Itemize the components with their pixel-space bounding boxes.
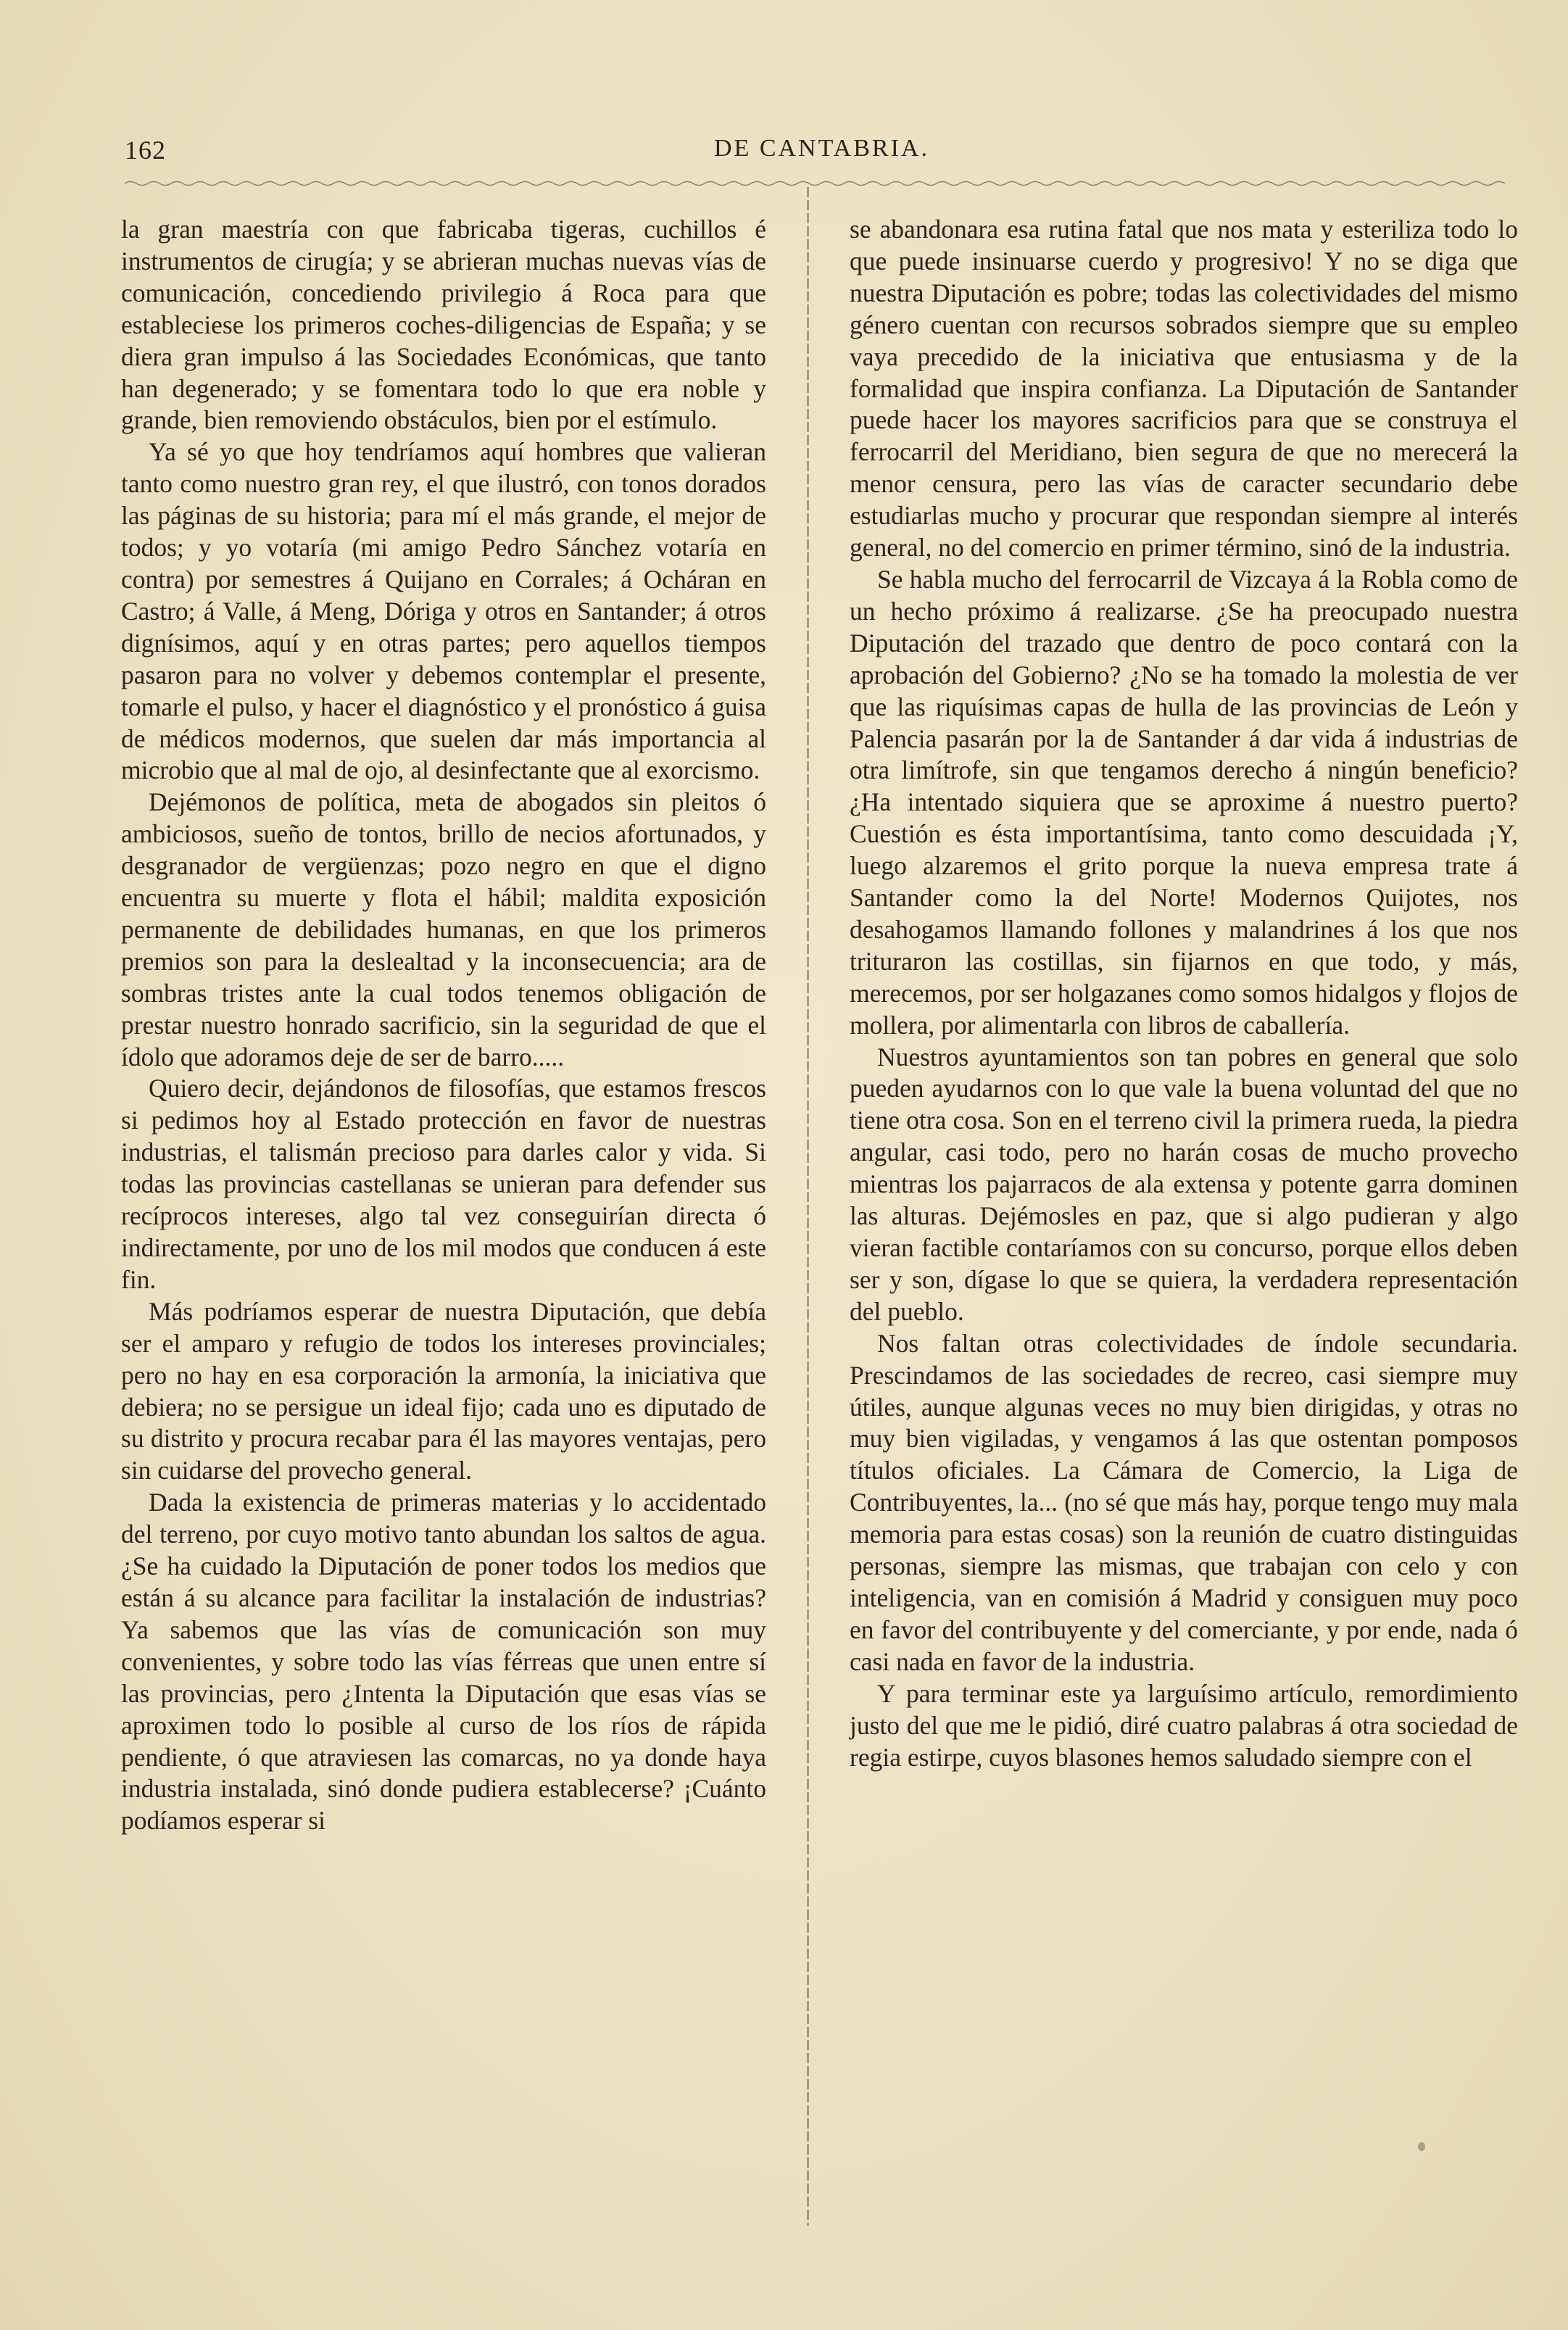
paper-speck — [1418, 2142, 1425, 2151]
running-title: DE CANTABRIA. — [714, 135, 929, 162]
paragraph: la gran maestría con que fabricaba tigeras, cuchillos é instrumentos de cirugía; y se abrieran muchas nuevas vías de comunicación, concediendo privilegio á Roca para que estableciese los primeros coches-diligencias de España; y se diera gran impulso á las Sociedades Económicas, que tanto han degenerado; y se fomentara todo lo que era noble y grande, bien removiendo obstáculos, bien por el estímulo. — [121, 215, 766, 435]
paragraph: Más podríamos esperar de nuestra Diputación, que debía ser el amparo y refugio de todos los intereses provinciales; pero no hay en esa corporación la armonía, la iniciativa que debiera; no se persigue un ideal fijo; cada uno es diputado de su distrito y procura recabar para él las mayores ventajas, pero sin cuidarse del provecho general. — [121, 1296, 766, 1485]
paragraph: Dejémonos de política, meta de abogados sin pleitos ó ambiciosos, sueño de tontos, brillo de necios afortunados, y desgranador de vergüenzas; pozo negro en que el digno encuentra su muerte y flota el hábil; maldita exposición permanente de debilidades humanas, en que los primeros premios son para la deslealtad y la inconsecuencia; ara de sombras tristes ante la cual todos tenemos obligación de prestar nuestro honrado sacrificio, sin la seguridad de que el ídolo que adoramos deje de ser de barro..... — [121, 787, 766, 1071]
paragraph: Se habla mucho del ferrocarril de Vizcaya á la Robla como de un hecho próximo á realizarse. ¿Se ha preocupado nuestra Diputación del trazado que dentro de poco contará con la aprobación del Gobierno? ¿No se ha tomado la molestia de ver que las riquísimas capas de hulla de las provincias de León y Palencia pasarán por la de Santander á dar vida á industrias de otra limítrofe, sin que tengamos derecho á ningún beneficio? ¿Ha intentado siquiera que se aproxime á nuestro puerto? Cuestión es ésta importantísima, tanto como descuidada ¡Y, luego alzaremos el grito porque la nueva empresa trate á Santander como la del Norte! Modernos Quijotes, nos desahogamos llamando follones y malandrines á los que nos trituraron las costillas, sin fijarnos en que todo, y más, merecemos, por ser holgazanes como somos hidalgos y flojos de mollera, por alimentarla con libros de caballería. — [850, 564, 1518, 1040]
paragraph: Nos faltan otras colectividades de índole secundaria. Prescindamos de las sociedades de recreo, casi siempre muy útiles, aunque algunas veces no muy bien dirigidas, y otras no muy bien vigiladas, y vengamos á las que ostentan pomposos títulos oficiales. La Cámara de Comercio, la Liga de Contribuyentes, la... (no sé que más hay, porque tengo muy mala memoria para estas cosas) son la reunión de cuatro distinguidas personas, siempre las mismas, que trabajan con celo y con inteligencia, van en comisión á Madrid y consiguen muy poco en favor del contribuyente y del comerciante, y por ende, nada ó casi nada en favor de la industria. — [850, 1328, 1518, 1676]
paragraph: Y para terminar este ya larguísimo artículo, remordimiento justo del que me le pidió, diré cuatro palabras á otra sociedad de regia estirpe, cuyos blasones hemos saludado siempre con el — [850, 1678, 1518, 1772]
page-number: 162 — [125, 136, 166, 165]
right-column — [850, 214, 1518, 1773]
paragraph: Nuestros ayuntamientos son tan pobres en general que solo pueden ayudarnos con lo que vale la buena voluntad del que no tiene otra cosa. Son en el terreno civil la primera rueda, la piedra angular, casi todo, pero no harán cosas de mucho provecho mientras los pajarracos de ala extensa y potente garra dominen las alturas. Dejémosles en paz, que si algo pudieran y algo vieran factible contaríamos con su concurso, porque ellos deben ser y son, dígase lo que se quiera, la verdadera representación del pueblo. — [850, 1042, 1518, 1326]
column-divider — [807, 187, 809, 2226]
paragraph: Quiero decir, dejándonos de filosofías, que estamos frescos si pedimos hoy al Estado protección en favor de nuestras industrias, el talismán precioso para darles calor y vida. Si todas las provincias castellanas se unieran para defender sus recíprocos intereses, algo tal vez conseguirían directa ó indirectamente, por uno de los mil modos que conducen á este fin. — [121, 1074, 766, 1294]
header-rule — [125, 178, 1509, 188]
paragraph: se abandonara esa rutina fatal que nos mata y esteriliza todo lo que puede insinuarse cuerdo y progresivo! Y no se diga que nuestra Diputación es pobre; todas las colectividades del mismo género cuentan con recursos sobrados siempre que su empleo vaya precedido de la iniciativa que entusiasma y de la formalidad que inspira confianza. La Diputación de Santander puede hacer los mayores sacrificios para que se construya el ferrocarril del Meridiano, bien segura de que no merecerá la menor censura, pero las vías de caracter secundario debe estudiarlas mucho y procurar que respondan siempre al interés general, no del comercio en primer término, sinó de la industria. — [850, 215, 1518, 563]
paragraph: Dada la existencia de primeras materias y lo accidentado del terreno, por cuyo motivo tanto abundan los saltos de agua. ¿Se ha cuidado la Diputación de poner todos los medios que están á su alcance para facilitar la instalación de industrias? Ya sabemos que las vías de comunicación son muy convenientes, y sobre todo las vías férreas que unen entre sí las provincias, pero ¿Intenta la Diputación que esas vías se aproximen todo lo posible al curso de los ríos de rápida pendiente, ó que atraviesen las comarcas, no ya donde haya industria instalada, sinó donde pudiera establecerse? ¡Cuánto podíamos esperar si — [121, 1488, 766, 1836]
left-column — [121, 214, 766, 1837]
page-header — [123, 135, 1508, 178]
paragraph: Ya sé yo que hoy tendríamos aquí hombres que valieran tanto como nuestro gran rey, el que ilustró, con tonos dorados las páginas de su historia; para mí el más grande, el mejor de todos; y yo votaría (mi amigo Pedro Sánchez votaría en contra) por semestres á Quijano en Corrales; á Ocháran en Castro; á Valle, á Meng, Dóriga y otros en Santander; á otros dignísimos, aquí y en otras partes; pero aquellos tiempos pasaron para no volver y debemos contemplar el presente, tomarle el pulso, y hacer el diagnóstico y el pronóstico á guisa de médicos modernos, que suelen dar más importancia al microbio que al mal de ojo, al desinfectante que al exorcismo. — [121, 437, 766, 785]
